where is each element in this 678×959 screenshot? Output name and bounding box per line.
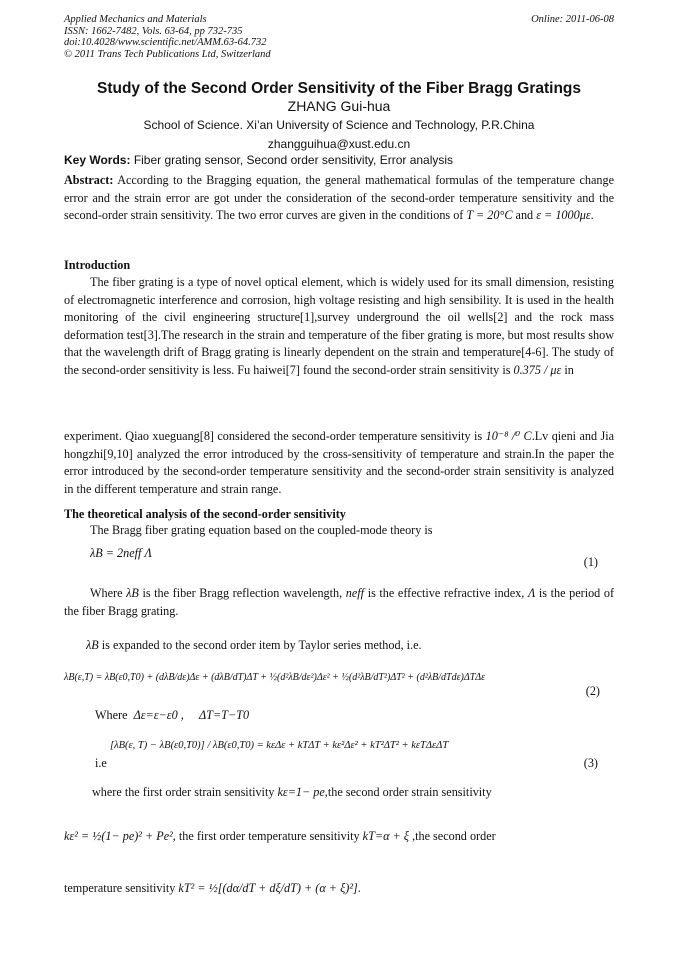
equation-1 xyxy=(64,546,640,561)
where3-k4: kT² = ½[(dα/dT + dξ/dT) + (α + ξ)²] xyxy=(178,881,358,895)
abstract-end: . xyxy=(590,208,594,222)
equation-1-number: (1) xyxy=(583,555,598,569)
affiliation: School of Science. Xi’an University of Science and Technology, P.R.China xyxy=(143,118,535,132)
keywords-label: Key Words: xyxy=(64,153,131,167)
where3-e: temperature sensitivity xyxy=(64,881,176,895)
equation-2-number: (2) xyxy=(585,684,600,698)
abstract-text: According to the Bragging equation, the general mathematical formulas of the temperature change error and the strain error are got under the consideration of the second-order temperature sensitivity and the second-order strain sensitivity. The two error curves are given in the conditions of xyxy=(64,173,614,222)
intro-value-strain: 0.375 / με xyxy=(513,362,562,377)
where1-neff: neff xyxy=(345,586,365,600)
where1-c: is the effective refractive index, xyxy=(367,586,525,600)
where-paragraph-3 xyxy=(66,784,626,802)
intro-text-2: experiment. Qiao xueguang[8] considered the second-order temperature sensitivity is xyxy=(64,429,483,443)
intro-text-2-end: .Lv xyxy=(531,429,549,443)
intro-text-1-end: in xyxy=(564,362,574,377)
keywords xyxy=(64,153,614,167)
equation-2-body: λB(ε,T) = λB(ε0,T0) + (dλB/dε)Δε + (dλB/dT)ΔT + ½(d²λB/dε²)Δε² + ½(d²λB/dT²)ΔT² + (d²λB/dTdε)ΔTΔε xyxy=(64,672,486,683)
where3-k1: kε=1− pe xyxy=(277,785,325,799)
abstract-and: and xyxy=(515,208,534,222)
where2-temp: ΔT=T−T0 xyxy=(199,708,250,722)
abstract-cond-temp: T = 20°C xyxy=(466,208,513,222)
where1-b: is the fiber Bragg reflection wavelength, xyxy=(142,586,343,600)
where3-k2: kε² = ½(1− pe)² + Pe² xyxy=(64,829,173,843)
equation-2 xyxy=(64,672,614,683)
intro-heading: Introduction xyxy=(64,258,131,272)
intro-value-temp: 10⁻⁸ /⁰ C xyxy=(485,429,532,443)
where3-b: ,the second order strain sensitivity xyxy=(324,785,492,799)
doi: doi:10.4028/www.scientific.net/AMM.63-64.732 xyxy=(64,37,267,49)
where3-a: where the first order strain sensitivity xyxy=(92,785,275,799)
where3-k3: kT=α + ξ xyxy=(362,829,410,843)
taylor-line xyxy=(64,637,614,655)
equation-3-number: (3) xyxy=(583,756,598,770)
taylor-text: is expanded to the second order item by Taylor series method, i.e. xyxy=(101,638,422,652)
where2-label: Where xyxy=(95,708,128,722)
theory-intro: The Bragg fiber grating equation based on the coupled-mode theory is xyxy=(90,523,433,537)
where-paragraph-3c xyxy=(64,880,614,898)
where1-a: Where xyxy=(90,586,123,600)
where2-strain: Δε=ε−ε0 , xyxy=(133,708,184,722)
where-paragraph-3b xyxy=(64,828,614,846)
ie-label: i.e xyxy=(95,756,107,770)
taylor-lambda: λB xyxy=(86,638,99,652)
issn: ISSN: 1662-7482, Vols. 63-64, pp 732-735 xyxy=(64,25,243,37)
author: ZHANG Gui-hua xyxy=(287,98,391,114)
abstract xyxy=(64,172,614,225)
abstract-label: Abstract: xyxy=(64,173,114,187)
keywords-text: Fiber grating sensor, Second order sensitivity, Error analysis xyxy=(133,153,454,167)
online-date: Online: 2011-06-08 xyxy=(531,14,614,25)
copyright: © 2011 Trans Tech Publications Ltd, Switzerland xyxy=(64,48,271,60)
where3-d: ,the second order xyxy=(412,829,496,843)
paper-title: Study of the Second Order Sensitivity of the Fiber Bragg Gratings xyxy=(96,80,581,97)
theory-heading: The theoretical analysis of the second-order sensitivity xyxy=(64,507,346,521)
journal-header xyxy=(64,14,614,60)
email: zhangguihua@xust.edu.cn xyxy=(267,137,411,151)
where1-lambda: λB xyxy=(126,586,139,600)
where-paragraph-1 xyxy=(64,585,614,620)
intro-text-1: The fiber grating is a type of novel optical element, which is widely used for its small dimension, resisting of electromagnetic interference and corrosion, high voltage resisting and high sensibility. It is used in the health monitoring of the civil engineering structure[1],survey underground the oil wells[2] and the rock mass deformation test[3].The research in the strain and temperature of the fiber grating is more, but most results show that the wavelength drift of Bragg grating is linearly dependent on the strain and temperature[4-6]. The study of the second-order sensitivity is less. Fu haiwei[7] found the second-order strain sensitivity is xyxy=(64,275,614,377)
where1-period: Λ xyxy=(527,586,536,600)
journal-name: Applied Mechanics and Materials xyxy=(64,14,207,25)
where-2 xyxy=(64,708,645,723)
equation-3-body: [λB(ε, T) − λB(ε0,T0)] / λB(ε0,T0) = kεΔε + kTΔT + kε²Δε² + kT²ΔT² + kεTΔεΔT xyxy=(110,740,449,751)
intro-text-3: qieni and Jia hongzhi[9,10] analyzed the error introduced by the cross-sensitivity of temperature and strain.In the paper the error introduced by the second-order temperature sensitivity and the second-order strain sensitivity is analyzed in the different temperature and strain range. xyxy=(64,429,615,496)
equation-1-body: λB = 2neff Λ xyxy=(90,546,152,560)
where3-c: , the first order temperature sensitivity xyxy=(172,829,360,843)
abstract-cond-strain: ε = 1000με xyxy=(536,208,591,222)
intro-paragraph-1 xyxy=(64,274,614,379)
intro-paragraph-2 xyxy=(64,428,614,498)
where1-d: is the period of the fiber Bragg grating. xyxy=(64,586,615,618)
equation-3 xyxy=(64,740,660,751)
where3-end: . xyxy=(357,881,361,895)
